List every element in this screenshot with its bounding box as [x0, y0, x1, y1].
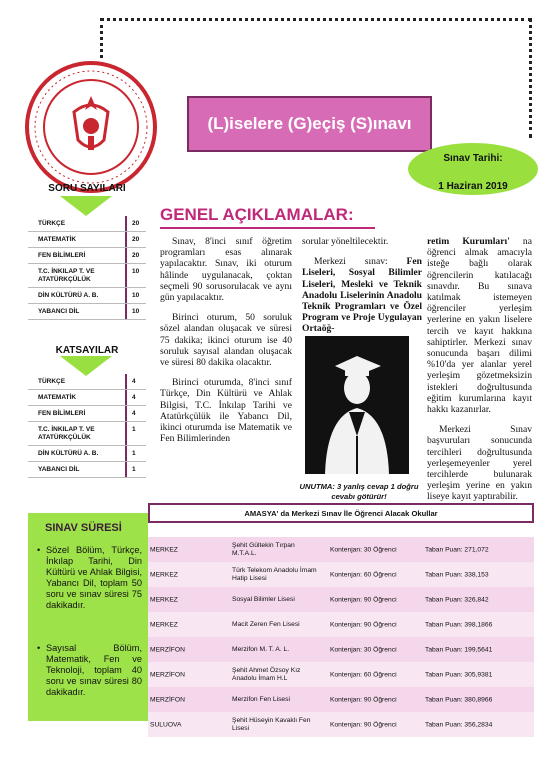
paragraph: sorular yöneltilecektir.: [302, 236, 389, 247]
exam-duration-title: SINAV SÜRESİ: [45, 522, 122, 534]
arrow-down-icon: [60, 196, 112, 216]
paragraph: Merkezi sınav: Fen Liseleri, Sosyal Bilimler Liseleri, Mesleki ve Teknik Anadolu Liselerinin Anadolu Teknik Programları ve Özel Program ve Proje Uygulayan Ortaöğ-: [302, 256, 422, 335]
question-counts-table: [28, 216, 146, 320]
graduate-silhouette-image: [305, 336, 409, 474]
table-row: MERZİFON Şehit Ahmet Özsoy Kız Anadolu İmam H.L Kontenjan: 60 Öğrenci Taban Puan: 305,9381: [148, 662, 534, 687]
exam-date-badge: [408, 143, 538, 195]
coefficients-table: [28, 374, 146, 478]
table-row: MERKEZ Şehit Gültekin Tırpan M.T.A.L. Kontenjan: 30 Öğrenci Taban Puan: 271,072: [148, 537, 534, 562]
table-row: SULUOVA Şehit Hüseyin Kavaklı Fen Lisesi Kontenjan: 90 Öğrenci Taban Puan: 356,2834: [148, 712, 534, 737]
exam-date-value: 1 Haziran 2019: [438, 181, 508, 192]
paragraph: Sınav, 8'inci sınıf öğretim programları esas alınarak yapılacaktır. Sınav, iki oturum hâlinde uygulanacak, çoktan seçmeli 90 sorusorulacak ve aynı gün yapılacaktır.: [160, 236, 292, 304]
paragraph: Birinci oturum, 50 soruluk sözel alandan oluşacak ve süresi 75 dakika; ikinci oturum ise 40 soruluk sayısal alandan oluşacak ve süresi 80 dakika olacaktır.: [160, 312, 292, 369]
table-row: T.C. İNKILAP T. VE ATATÜRKÇÜLÜK 1: [28, 422, 146, 446]
table-row: MERZİFON Merzifon Fen Lisesi Kontenjan: 90 Öğrenci Taban Puan: 380,8966: [148, 687, 534, 712]
table-row: TÜRKÇE 20: [28, 216, 146, 232]
arrow-down-icon: [60, 356, 112, 376]
table-row: MATEMATİK 20: [28, 232, 146, 248]
ministry-emblem-logo: [22, 58, 160, 196]
dotted-connector-top: [100, 18, 532, 21]
reminder-note: UNUTMA: 3 yanlış cevap 1 doğru cevabı götürür!: [299, 482, 419, 501]
table-row: DİN KÜLTÜRÜ A. B. 10: [28, 288, 146, 304]
table-row: FEN BİLİMLERİ 20: [28, 248, 146, 264]
text-column-3: [427, 236, 532, 512]
table-row: DİN KÜLTÜRÜ A. B. 1: [28, 446, 146, 462]
exam-date-label: Sınav Tarihi:: [443, 153, 503, 164]
dotted-connector-left: [100, 18, 103, 58]
table-row: FEN BİLİMLERİ 4: [28, 406, 146, 422]
table-row: TÜRKÇE 4: [28, 374, 146, 390]
page-title: (L)iselere (G)eçiş (S)ınavı: [187, 96, 432, 152]
table-row: MERZİFON Merzifon M. T. A. L. Kontenjan: 30 Öğrenci Taban Puan: 199,5641: [148, 637, 534, 662]
table-row: MERKEZ Sosyal Bilimler Lisesi Kontenjan: 90 Öğrenci Taban Puan: 326,842: [148, 587, 534, 612]
coefficients-heading: KATSAYILAR: [55, 345, 119, 356]
schools-table-heading: AMASYA' da Merkezi Sınav İle Öğrenci Alacak Okullar: [148, 503, 534, 523]
question-counts-heading: SORU SAYILARI: [48, 183, 126, 194]
list-item: • Sayısal Bölüm, Matematik, Fen ve Teknoloji, toplam 40 soru ve sınav süresi 80 dakikadır.: [37, 643, 142, 697]
table-row: MERKEZ Türk Telekom Anadolu İmam Hatip Lisesi Kontenjan: 60 Öğrenci Taban Puan: 338,153: [148, 562, 534, 587]
dotted-connector-right: [529, 18, 532, 138]
list-item: • Sözel Bölüm, Türkçe, İnkılap Tarihi, Din Kültürü ve Ahlak Bilgisi, Yabancı Dil, toplam 50 soru ve sınav süresi 75 dakikadır.: [37, 545, 142, 610]
table-row: MERKEZ Macit Zeren Fen Lisesi Kontenjan: 90 Öğrenci Taban Puan: 398,1866: [148, 612, 534, 637]
bullet-icon: •: [37, 643, 41, 653]
bullet-icon: •: [37, 545, 41, 555]
paragraph: Birinci oturumda, 8'inci sınıf Türkçe, Din Kültürü ve Ahlak Bilgisi, T.C. İnkılap Tarihi ve Atatürkçülük ile Yabancı Dil, ikinci oturumda ise Matematik ve Fen Bilimlerinden: [160, 377, 292, 445]
text-column-1: [160, 236, 292, 453]
table-row: MATEMATİK 4: [28, 390, 146, 406]
paragraph: Merkezi Sınav başvuruları sonucunda tercihleri doğrultusunda yerleşemeyenler yerel tercihlerde bulunarak yerleşim yerine en yakın liseye kayıt yaptırabilir.: [427, 424, 532, 503]
heading-underline: [160, 227, 375, 229]
general-explanations-heading: GENEL AÇIKLAMALAR:: [160, 205, 354, 224]
table-row: YABANCI DİL 1: [28, 462, 146, 478]
table-row: YABANCI DİL 10: [28, 304, 146, 320]
paragraph: retim Kurumları' na öğrenci almak amacıyla isteğe bağlı olarak öğrencilerin katılacağı sınavdır. Bu sınava katılmak istemeyen öğrenciler yerleşim yerlerine en yakın liselere tercih ve kayıt hakkına sahiptirler. Merkezi sınav sonucunda başarı dilimi %10'da yer alanlar yerel yerleşim gözetmeksizin istekleri doğrultusunda eğitim kurumlarına kayıt hakkı kazanırlar.: [427, 236, 532, 416]
table-row: T.C. İNKILAP T. VE ATATÜRKÇÜLÜK 10: [28, 264, 146, 288]
text-column-2: [302, 236, 422, 344]
